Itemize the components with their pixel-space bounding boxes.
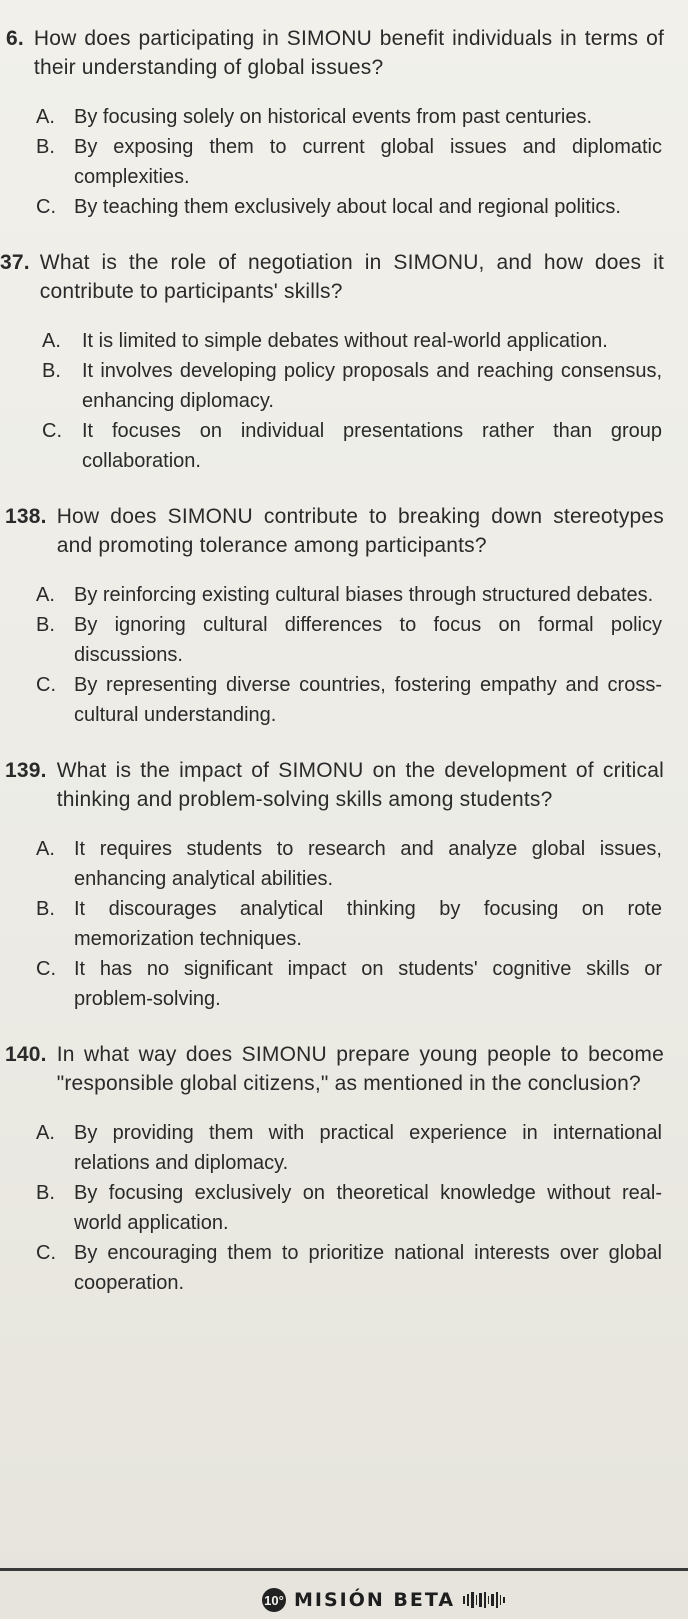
question-text: What is the impact of SIMONU on the development of critical thinking and problem-solving skills among students? bbox=[56, 759, 664, 811]
option-text: By representing diverse countries, fostering empathy and cross-cultural understanding. bbox=[74, 674, 662, 726]
option-c bbox=[36, 192, 662, 222]
option-c bbox=[36, 670, 662, 730]
question-list bbox=[0, 24, 688, 1324]
option-letter: A. bbox=[36, 838, 55, 860]
footer-divider bbox=[0, 1568, 688, 1571]
question-text: How does participating in SIMONU benefit individuals in terms of their understanding of global issues? bbox=[33, 27, 664, 79]
option-text: By focusing exclusively on theoretical knowledge without real-world application. bbox=[74, 1182, 662, 1234]
question-text: In what way does SIMONU prepare young people to become "responsible global citizens," as mentioned in the conclusion? bbox=[56, 1043, 664, 1095]
option-text: It involves developing policy proposals and reaching consensus, enhancing diplomacy. bbox=[82, 360, 662, 412]
question-text: What is the role of negotiation in SIMONU, and how does it contribute to participants' skills? bbox=[39, 251, 664, 303]
option-text: By ignoring cultural differences to focus on formal policy discussions. bbox=[74, 614, 662, 666]
option-text: It discourages analytical thinking by focusing on rote memorization techniques. bbox=[74, 898, 662, 950]
question-140 bbox=[0, 1040, 688, 1298]
option-list bbox=[0, 102, 688, 222]
option-letter: C. bbox=[42, 420, 62, 442]
question-stem bbox=[0, 1040, 688, 1098]
question-139 bbox=[0, 756, 688, 1014]
grade-badge: 10° bbox=[262, 1588, 286, 1612]
question-text: How does SIMONU contribute to breaking down stereotypes and promoting tolerance among participants? bbox=[56, 505, 664, 557]
option-b bbox=[42, 356, 662, 416]
option-list bbox=[0, 1118, 688, 1298]
option-text: By providing them with practical experience in international relations and diplomacy. bbox=[74, 1122, 662, 1174]
option-text: By focusing solely on historical events from past centuries. bbox=[74, 106, 593, 128]
option-a bbox=[42, 326, 662, 356]
option-text: By exposing them to current global issues and diplomatic complexities. bbox=[74, 136, 662, 188]
option-letter: C. bbox=[36, 1242, 56, 1264]
question-138 bbox=[0, 502, 688, 730]
option-a bbox=[36, 102, 662, 132]
question-stem bbox=[0, 502, 688, 560]
option-a bbox=[36, 580, 662, 610]
page-footer bbox=[262, 1586, 507, 1614]
question-number: 138. bbox=[5, 505, 47, 528]
option-letter: C. bbox=[36, 674, 56, 696]
option-letter: A. bbox=[36, 106, 55, 128]
option-letter: B. bbox=[36, 1182, 55, 1204]
question-stem bbox=[0, 24, 688, 82]
option-text: It requires students to research and analyze global issues, enhancing analytical abilities. bbox=[74, 838, 662, 890]
option-text: By reinforcing existing cultural biases through structured debates. bbox=[74, 584, 654, 606]
option-text: It has no significant impact on students' cognitive skills or problem-solving. bbox=[74, 958, 662, 1010]
option-b bbox=[36, 610, 662, 670]
question-number: 6. bbox=[6, 27, 24, 50]
question-number: 140. bbox=[5, 1043, 47, 1066]
option-c bbox=[36, 1238, 662, 1298]
question-stem bbox=[0, 756, 688, 814]
question-37 bbox=[0, 248, 688, 476]
option-letter: B. bbox=[36, 136, 55, 158]
option-a bbox=[36, 834, 662, 894]
option-b bbox=[36, 894, 662, 954]
option-text: By encouraging them to prioritize national interests over global cooperation. bbox=[74, 1242, 662, 1294]
option-list bbox=[0, 834, 688, 1014]
option-list bbox=[0, 326, 688, 476]
option-letter: B. bbox=[36, 614, 55, 636]
option-b bbox=[36, 132, 662, 192]
option-letter: B. bbox=[36, 898, 55, 920]
question-number: 37. bbox=[0, 251, 30, 274]
option-text: By teaching them exclusively about local and regional politics. bbox=[74, 196, 621, 218]
option-list bbox=[0, 580, 688, 730]
option-c bbox=[42, 416, 662, 476]
option-a bbox=[36, 1118, 662, 1178]
option-b bbox=[36, 1178, 662, 1238]
option-letter: C. bbox=[36, 958, 56, 980]
option-letter: A. bbox=[36, 584, 55, 606]
brand-title: MISIÓN BETA bbox=[294, 1589, 456, 1611]
question-number: 139. bbox=[5, 759, 47, 782]
option-letter: A. bbox=[42, 330, 61, 352]
question-stem bbox=[0, 248, 688, 306]
option-text: It focuses on individual presentations rather than group collaboration. bbox=[82, 420, 662, 472]
option-letter: C. bbox=[36, 196, 56, 218]
option-text: It is limited to simple debates without real-world application. bbox=[82, 330, 608, 352]
option-letter: B. bbox=[42, 360, 61, 382]
option-letter: A. bbox=[36, 1122, 55, 1144]
option-c bbox=[36, 954, 662, 1014]
question-6 bbox=[0, 24, 688, 222]
barcode-icon bbox=[463, 1591, 507, 1609]
